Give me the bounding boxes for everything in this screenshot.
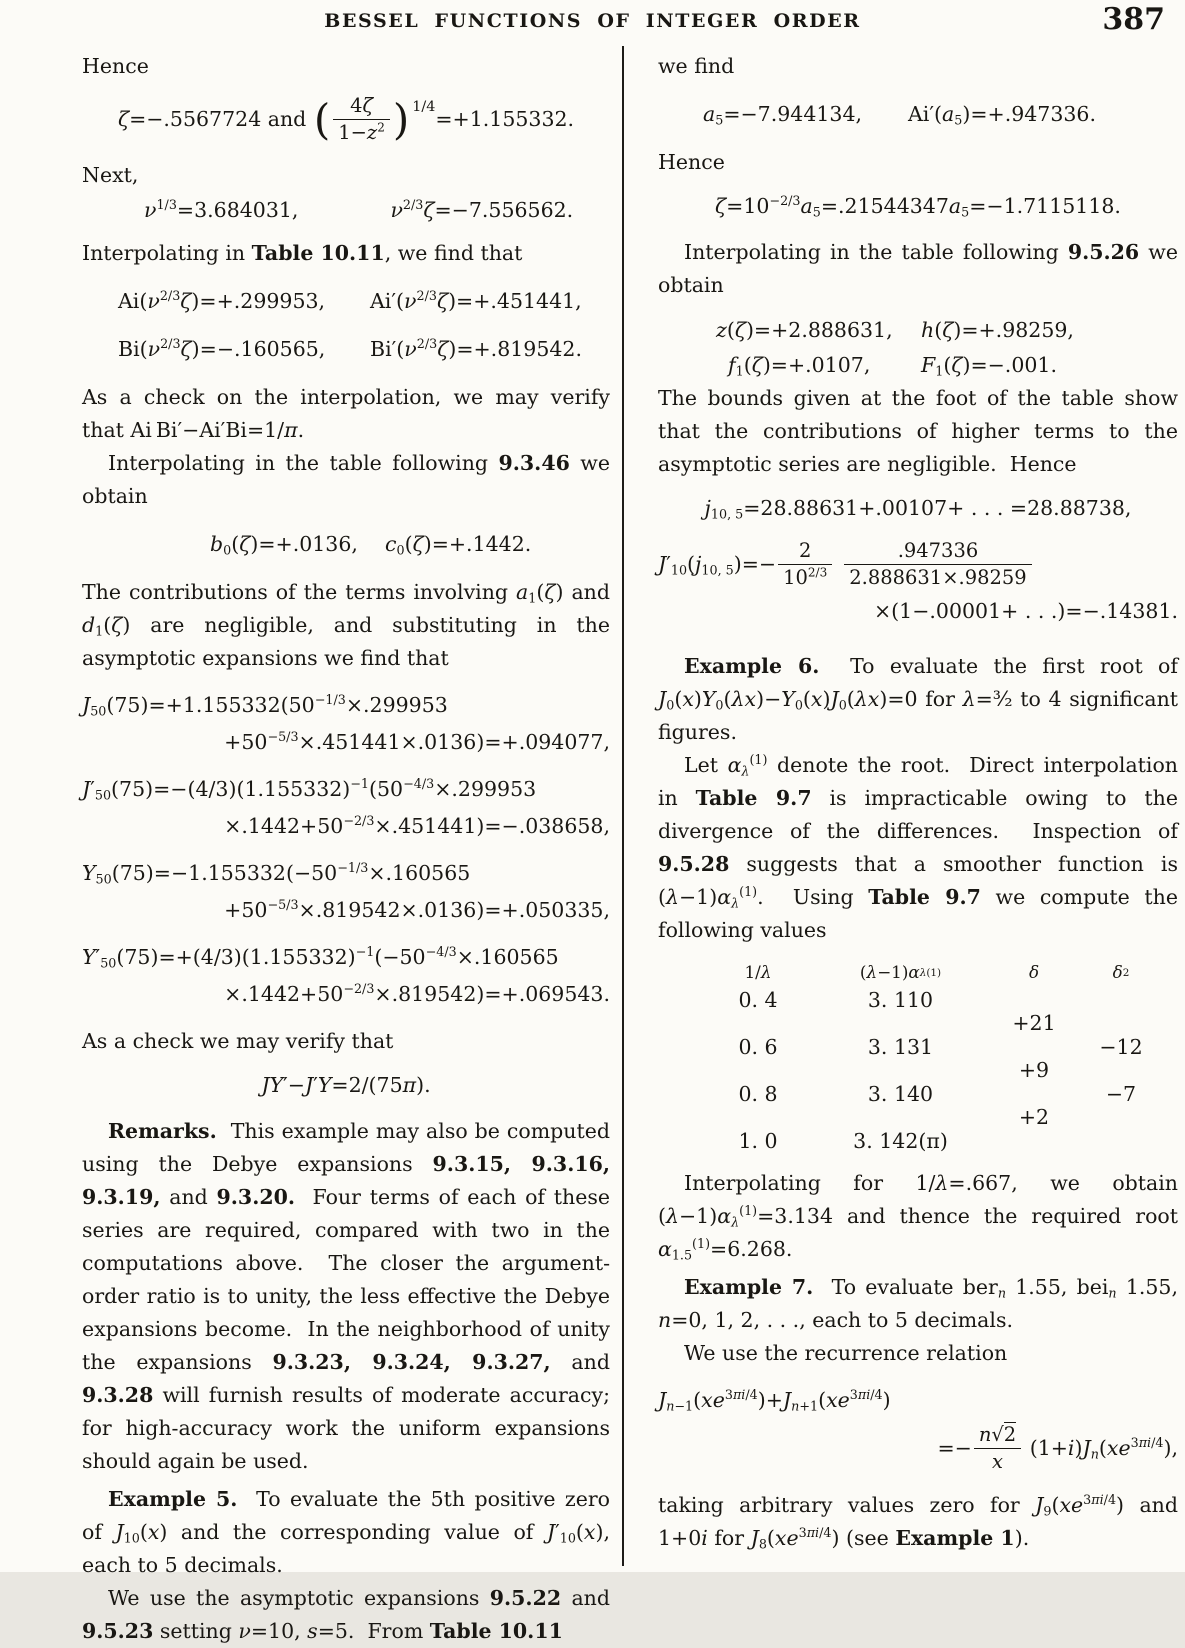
equation-lhs: ζ=−.5567724 and bbox=[117, 107, 313, 132]
fraction-numerator: n√2 bbox=[978, 1423, 1017, 1447]
equation-equals-minus: =− bbox=[937, 1436, 972, 1461]
open-paren: ( bbox=[313, 94, 331, 144]
equation-line: $Y_{50}(75)=-1.155332(-50^{-1/3}\times.160565$ bbox=[82, 859, 471, 887]
equation-airy-row-1 bbox=[118, 285, 610, 318]
paragraph-hence: Hence bbox=[82, 54, 149, 78]
equation-a5-value: $a_5=-7.944134$, bbox=[703, 102, 863, 128]
equation-line: $Y'_{50}(75)=+(4/3)(1.155332)^{-1}(-50^{-4/3}\times.160565$ bbox=[82, 943, 559, 971]
fraction bbox=[974, 1423, 1021, 1475]
equation-zeta-airy-argument bbox=[82, 94, 610, 146]
equation-line: $+50^{-5/3}\times.819542\times.0136)=+.050335$, bbox=[224, 896, 610, 922]
table-header-delta-squared: δ 2 bbox=[1112, 962, 1130, 983]
column-left bbox=[82, 50, 610, 1648]
equation-rhs: $(1+i)J_n(xe^{3\pi i/4})$, bbox=[1023, 1435, 1178, 1463]
equation-line: $+50^{-5/3}\times.451441\times.0136)=+.094077$, bbox=[224, 728, 610, 754]
paragraph-interpolating-9-3-46: Interpolating in the table following 9.3.46 we obtain bbox=[82, 450, 610, 508]
table-cell: −12 bbox=[1099, 1034, 1143, 1059]
table-header-lambda-alpha: ( λ −1) α λ (1) bbox=[859, 962, 942, 983]
paragraph-we-use-asymptotic: We use the asymptotic expansions 9.5.22 and 9.5.23 setting ν=10, s=5. From Table 10.11 bbox=[82, 1585, 610, 1643]
table-cell: 1. 0 bbox=[738, 1128, 778, 1153]
equation-airy-row-2 bbox=[118, 333, 610, 366]
equation-line: $\times.1442+50^{-2/3}\times.819542)=+.069543$. bbox=[224, 980, 610, 1006]
equation-line: $J'_{50}(75)=-(4/3)(1.155332)^{-1}(50^{-4/3}\times.299953$ bbox=[82, 775, 537, 803]
difference-table bbox=[703, 957, 1162, 1154]
equation-F1: $F_1(\zeta)=-.001$. bbox=[921, 353, 1057, 379]
paragraph-remarks: Remarks. This example may also be computed using the Debye expansions 9.3.15, 9.3.16, 9.3.19, and 9.3.20. Four terms of each of these series are required, compared with two in the computations above. The closer the argument-order ratio is to unity, the less effective the Debye expansions become. In the neighborhood of unity the expansions 9.3.23, 9.3.24, 9.3.27, and 9.3.28 will furnish results of moderate accuracy; for high-accuracy work the uniform expansions should again be used. bbox=[82, 1118, 610, 1473]
table-cell: 3. 110 bbox=[867, 987, 934, 1012]
paragraph-interpolating-9-5-26: Interpolating in the table following 9.5.26 we obtain bbox=[658, 240, 1178, 297]
equation-b0-c0 bbox=[210, 528, 610, 561]
table-cell: 0. 4 bbox=[738, 987, 778, 1012]
equation-recurrence bbox=[658, 1384, 1178, 1475]
fraction-numerator: .947336 bbox=[897, 539, 979, 562]
table-cell: 3. 142(π) bbox=[853, 1128, 948, 1153]
table-cell: 3. 140 bbox=[867, 1081, 934, 1106]
equation-Ai-prime: $Ai'(\nu^{2/3}\zeta)=+.451441$, bbox=[370, 287, 582, 313]
equation-zeta-a5: $\zeta=10^{-2/3}a_5=.21544347a_5=-1.7115118$. bbox=[715, 193, 1121, 220]
equation-h: h(ζ)=+.98259, bbox=[921, 318, 1074, 342]
table-header-inv-lambda: 1/ λ bbox=[744, 962, 772, 983]
equation-z-h bbox=[716, 314, 1178, 347]
fraction-denominator: $1-z^2$ bbox=[333, 119, 390, 145]
table-cell: +2 bbox=[1018, 1105, 1050, 1130]
equation-J10-prime bbox=[658, 539, 1178, 628]
equation-lhs: $J'_{10}(j_{10, 5})=-$ bbox=[658, 552, 777, 578]
equation-line bbox=[658, 539, 1178, 591]
fraction-numerator: 2 bbox=[799, 539, 812, 562]
equation-b0: $b_0(\zeta)=+.0136$, bbox=[210, 531, 358, 558]
table-cell: 3. 131 bbox=[867, 1034, 934, 1059]
paragraph-taking-values: taking arbitrary values zero for $J_9(xe^{3\pi i/4})$ and 1+0i for $J_8(xe^{3\pi i/4})$ (see Example 1). bbox=[658, 1491, 1178, 1552]
equation-line: ×(1−.00001+ . . .)=−.14381. bbox=[874, 598, 1178, 623]
paragraph-example-7: Example 7. To evaluate ber$_n$ 1.55, bei$_n$ 1.55, n=0, 1, 2, . . ., each to 5 decimals. bbox=[658, 1275, 1178, 1333]
paragraph-contributions: The contributions of the terms involving $a_1(\zeta)$ and $d_1(\zeta)$ are negligible, and substituting in the asymptotic expansions we find that bbox=[82, 579, 611, 670]
paragraph-interpolating-10-11: Interpolating in Table 10.11, we find that bbox=[82, 240, 523, 265]
paragraph-example-5: Example 5. To evaluate the 5th positive zero of $J_{10}(x)$ and the corresponding value of $J'_{10}(x)$, each to 5 decimals. bbox=[82, 1486, 610, 1577]
equation-z: z(ζ)=+2.888631, bbox=[716, 318, 893, 342]
equation-Y50-prime bbox=[82, 941, 610, 1011]
fraction-numerator: 4ζ bbox=[350, 94, 374, 117]
page-number: 387 bbox=[1102, 2, 1165, 37]
fraction-denominator: $10^{2/3}$ bbox=[778, 564, 832, 590]
fraction bbox=[333, 94, 390, 146]
equation-line: $\times.1442+50^{-2/3}\times.451441)=-.038658$, bbox=[224, 812, 610, 838]
equation-nu-b: $\nu^{2/3}\zeta=-7.556562$. bbox=[390, 196, 574, 222]
table-cell: +21 bbox=[1012, 1011, 1056, 1036]
running-title: BESSEL FUNCTIONS OF INTEGER ORDER bbox=[324, 10, 861, 32]
equation-c0: $c_0(\zeta)=+.1442$. bbox=[385, 531, 532, 558]
column-right bbox=[658, 50, 1178, 1555]
paragraph-bounds: The bounds given at the foot of the table show that the contributions of higher terms to the asymptotic series are negligible. Hence bbox=[658, 386, 1178, 476]
equation-line: $J_{n-1}(xe^{3\pi i/4})+J_{n+1}(xe^{3\pi i/4})$ bbox=[658, 1387, 891, 1414]
column-divider-rule bbox=[622, 46, 624, 1566]
paragraph-let-alpha: Let $\alpha_\lambda^{(1)}$ denote the root. Direct interpolation in Table 9.7 is impracticable owing to the divergence of the differences. Inspection of 9.5.28 suggests that a smoother function is $(\lambda-1)\alpha_\lambda^{(1)}$. Using Table 9.7 we compute the following values bbox=[658, 751, 1179, 942]
table-cell: 0. 6 bbox=[738, 1034, 778, 1059]
equation-a5 bbox=[703, 98, 1178, 131]
exponent: 1/4 bbox=[412, 99, 436, 115]
equation-Bi: $Bi(\nu^{2/3}\zeta)=-.160565$, bbox=[118, 335, 326, 361]
paragraph-example-6: Example 6. To evaluate the first root of $J_0(x)Y_0(\lambda x)-Y_0(x)J_0(\lambda x)=0$ for λ=³⁄₂ to 4 significant figures. bbox=[658, 653, 1179, 744]
equation-rhs: =+1.155332. bbox=[435, 107, 575, 132]
equation-f1: $f_1(\zeta)=+.0107$, bbox=[728, 353, 871, 379]
paragraph-check-2: As a check we may verify that bbox=[82, 1028, 394, 1053]
equation-j10-5: $j_{10, 5}=28.88631+.00107+$ . . . =28.88738, bbox=[704, 496, 1132, 522]
paragraph-interpolating-667: Interpolating for 1/λ=.667, we obtain $(\lambda-1)\alpha_\lambda^{(1)}=3.134$ and thence the required root $\alpha_{1.5}^{(1)}=6.268$. bbox=[658, 1171, 1178, 1263]
paragraph-next: Next, bbox=[82, 162, 139, 187]
table-cell: 0. 8 bbox=[738, 1081, 778, 1106]
paragraph-check-interpolation: As a check on the interpolation, we may verify that Ai Bi′−Ai′Bi=1/π. bbox=[82, 384, 610, 442]
table-header-delta: δ bbox=[1028, 962, 1040, 983]
table-cell: −7 bbox=[1105, 1081, 1137, 1106]
equation-J50 bbox=[82, 689, 610, 759]
paragraph-hence-right: Hence bbox=[658, 150, 725, 174]
equation-nu-values bbox=[144, 194, 610, 227]
equation-J50-prime bbox=[82, 773, 610, 843]
paragraph-we-use-recurrence: We use the recurrence relation bbox=[684, 1341, 1008, 1366]
equation-line: $J_{50}(75)=+1.155332(50^{-1/3}\times.299953$ bbox=[82, 691, 448, 719]
fraction-denominator: 2.888631×.98259 bbox=[844, 564, 1031, 590]
close-paren: ) bbox=[392, 94, 410, 144]
equation-wronskian: JY′−J′Y=2/(75π). bbox=[261, 1072, 431, 1097]
fraction-denominator: x bbox=[974, 1448, 1021, 1474]
paragraph-we-find: we find bbox=[658, 54, 735, 78]
fraction bbox=[778, 539, 832, 591]
equation-Bi-prime: $Bi'(\nu^{2/3}\zeta)=+.819542$. bbox=[370, 335, 582, 361]
table-cell: +9 bbox=[1018, 1058, 1050, 1083]
fraction bbox=[844, 539, 1031, 591]
equation-nu-a: $\nu^{1/3}=3.684031$, bbox=[144, 196, 299, 222]
equation-Y50 bbox=[82, 857, 610, 927]
equation-Ai: $Ai(\nu^{2/3}\zeta)=+.299953$, bbox=[118, 287, 326, 313]
equation-Ai-prime-a5: $Ai'(a_5)=+.947336$. bbox=[908, 102, 1096, 128]
equation-line bbox=[658, 1423, 1178, 1475]
equation-f1-F1 bbox=[716, 349, 1178, 382]
